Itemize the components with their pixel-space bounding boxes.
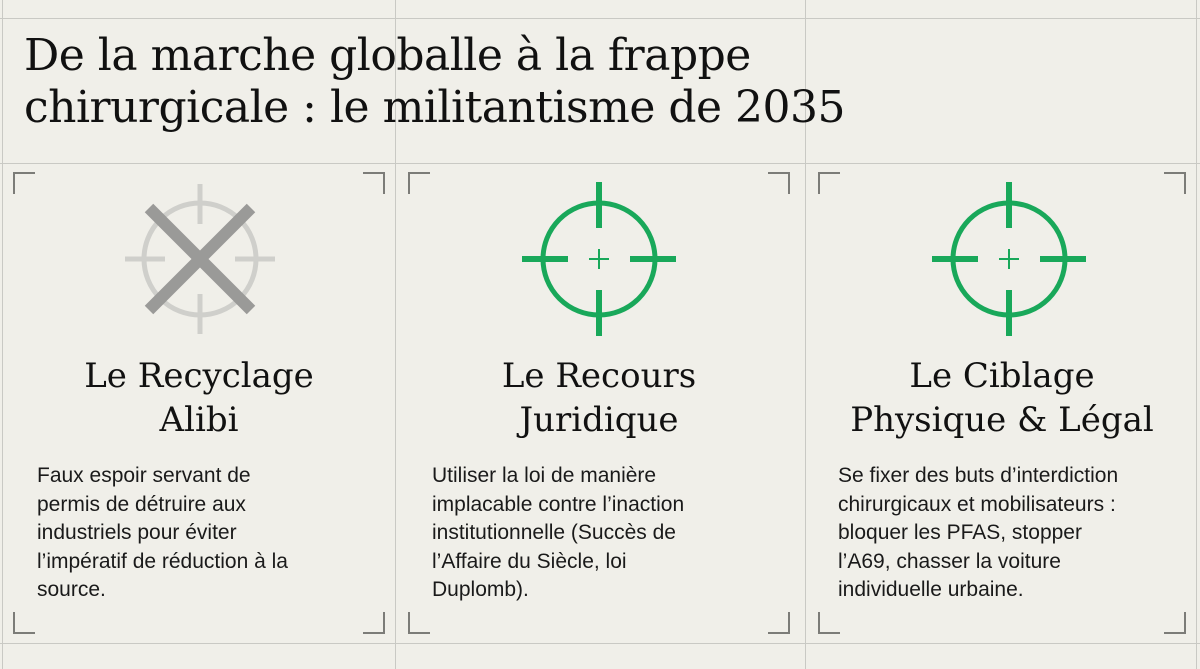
description-line: implacable contre l’inaction [432,492,685,516]
corner-bracket [13,612,35,634]
crosshair-target-icon [514,174,684,344]
crosshair-target-icon [924,174,1094,344]
card-ciblage-physique-legal [818,172,1186,634]
description-line: institutionnelle (Succès de [432,521,676,545]
corner-bracket [1164,172,1186,194]
corner-bracket [818,172,840,194]
description-line: permis de détruire aux [37,492,246,516]
description-line: individuelle urbaine. [838,578,1024,602]
description-line: Utiliser la loi de manière [432,464,657,487]
card-description [838,462,1178,605]
description-line: bloquer les PFAS, stopper [838,521,1082,545]
corner-bracket [408,172,430,194]
card-description [432,462,762,605]
card-recours-juridique [408,172,790,634]
card-heading [408,354,790,442]
page-title-line: chirurgicale : le militantisme de 2035 [24,81,846,133]
corner-bracket [408,612,430,634]
card-heading [13,354,385,442]
card-recyclage-alibi [13,172,385,634]
card-heading-line: Physique & Légal [850,400,1154,441]
corner-bracket [818,612,840,634]
card-heading-line: Juridique [519,400,679,441]
card-heading [818,354,1186,442]
corner-bracket [13,172,35,194]
card-heading-line: Alibi [159,400,239,441]
corner-bracket [768,172,790,194]
description-line: Se fixer des buts d’interdiction [838,464,1119,487]
corner-bracket [363,172,385,194]
grid-line [1196,0,1197,669]
corner-bracket [1164,612,1186,634]
corner-bracket [363,612,385,634]
page-title [24,30,1174,134]
card-description [37,462,367,605]
description-line: Faux espoir servant de [37,464,251,487]
grid-line [0,643,1200,644]
description-line: chirurgicaux et mobilisateurs : [838,492,1116,516]
card-heading-line: Le Ciblage [909,356,1095,396]
description-line: l’A69, chasser la voiture [838,549,1061,573]
corner-bracket [768,612,790,634]
description-line: source. [37,578,106,602]
description-line: industriels pour éviter [37,521,237,545]
grid-line [2,0,3,669]
grid-line [0,18,1200,19]
card-heading-line: Le Recyclage [84,356,314,396]
description-line: l’impératif de réduction à la [37,549,288,573]
card-heading-line: Le Recours [501,356,697,396]
description-line: l’Affaire du Siècle, loi [432,549,627,573]
description-line: Duplomb). [432,578,529,602]
page-title-line: De la marche globalle à la frappe [24,30,751,81]
grid-line [0,163,1200,164]
crossed-out-crosshair-icon [115,174,285,344]
